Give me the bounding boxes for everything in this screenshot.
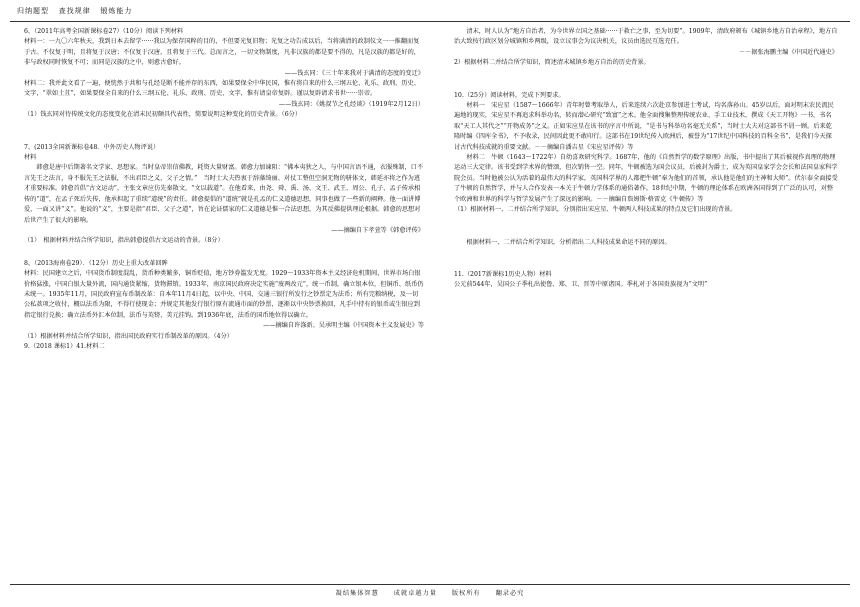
paragraph: 材料一：一九〇六年秋天，我到日本去留学······我以为保存国粹的目的，不但要光复旧物；光复之功告成以后，当将满清的政制仪文一一推翻而复于古。不仅复于明，且将复于汉唐；不仅复于汉唐，且将复于三代。总而言之，一切文物制度，凡非汉族的都是要不得的，凡是汉族的都是好的，非与政权同时恢复不可；而同是汉族的之中，则愈古愈好。: [24, 38, 420, 67]
footer-item: 翻录必究: [495, 590, 525, 597]
paragraph: （1）根据材料并结合所学知识，指出国民政府实行币制改革的原因。（4分）: [24, 332, 233, 340]
paragraph: ——摘编自许涤新、吴承明主编《中国资本主义发展史》等: [263, 322, 424, 330]
page-header: [17, 6, 132, 16]
footer-item: 版权所有: [451, 590, 481, 597]
footer-rule: [10, 584, 850, 585]
paragraph: 8、（2013海南卷29）．（12分）历史上重大改革回眸: [24, 259, 168, 267]
paragraph: ——钱玄同：《姚叔节之孔经谈》（1919年2月12日）: [278, 100, 424, 108]
left-column: [24, 27, 424, 352]
paragraph: 根据材料一、二并结合所学知识，分析指出二人科技成果命运不同的原因。: [466, 238, 671, 246]
paragraph: 材料二 牛顿（1643～1722年）自幼喜欢研究科学。1687年，他的《自然哲学的数学原理》出版，书中提出了其后被视作真理的物理运动三大定律。该书受到学术界的赞颂，但次销售一空。同年，牛顿被选为国会议员，后被封为爵士，成为英国皇家学会会长和法国皇家科学院会员。当时他被公认为活着的最伟大的科学家，英国科学界的人都把牛顿“奉为他们的首领，承认他是他们的主神和大师”。伏尔泰全面接受了牛顿的自然哲学，并与人合作发表一本关于牛顿力学体系的通俗著作。18世纪中期，牛顿的理论体系在欧洲各国得到了广泛的认可，对整个欧洲和世界的科学与哲学发展产生了深远的影响。－－摘编自詹姆斯·格雷克《牛顿传》等: [454, 154, 838, 203]
answer-space: [454, 216, 838, 238]
paragraph: （1）根据材料一、二并结合所学知识，分别指出宋应星、牛顿两人科技成果的特点及它们出现的背景。: [454, 206, 737, 214]
paragraph: 7、(2013全国新课标卷48．中外历史人物评说）: [24, 143, 160, 151]
paragraph: －－据张海鹏主编《中国近代通史》: [739, 48, 838, 56]
paragraph: 材料: [24, 154, 37, 162]
answer-space: [24, 247, 424, 259]
header-rule: [10, 21, 850, 22]
paragraph: 2）根据材料二并结合所学知识，简述清末城镇乡地方自治的历史背景。: [454, 59, 650, 67]
page-footer: [0, 588, 860, 597]
footer-item: 成就卓越力量: [393, 590, 437, 597]
paragraph: （1）钱玄同对待传统文化的态度变化在清末民初颇具代表性，简要说明这种变化的历史背景。（6分）: [24, 111, 302, 119]
paragraph: ——摘编自卞孝萱等《韩愈评传》: [331, 226, 424, 234]
paragraph: （1） 根据材料并结合所学知识，指出韩愈提倡古文运动的背景。（8分）: [24, 237, 224, 245]
paragraph: 6、（2011年高考全国新课标卷27）（10分）阅读下列材料: [24, 28, 184, 35]
paragraph: 10.（25分）阅读材料，完成下列要求。: [454, 91, 565, 99]
header-item: 归纳题型: [17, 7, 49, 15]
paragraph: 9.（2018 课标1）41.材料二: [24, 342, 105, 350]
paragraph: 清末，时人认为“地方自治者，为今世界立国之基础······于救亡之事，至为切要”。1909年，清政府颁布《城镇乡地方自治章程》，地方自治大致按行政区划分城镇和乡两级，设立议事会为议决机关，议员由选民互选充任。: [454, 28, 838, 46]
paragraph: 11.（2017新课标1历史人物）材料: [454, 270, 552, 278]
paragraph: 材料：民国建立之后，中国货币制度混乱，货币种类繁多，铜币贬值，地方钞券滥发无度。1929～1933年资本主义经济危机期间，世界市场白银价格猛涨，中国白银大量外流，国内通货紧缩，货物滞销。1933年，南京国民政府决定实施“废两改元”，统一币制，确立银本位，但铜币、纸币仍未统一。1935年11月，国民政府宣布币制改革：自本年11月4日起，以中央、中国、交通三银行所发行之钞票定为法币；所有完粮纳税，及一切公私款项之收付，概以法币为限，不得行使现金；并规定其他发行银行原有流通市面的钞票，逐渐以中央钞票换回，凡手中持有的银币或生银应到指定银行兑换；确立法币外汇本位制，法币与英镑、美元挂钩。到1936年底，法币的国币地位得以确立。: [24, 270, 424, 319]
paragraph: 材料二：我并此文看了一遍，便恍然于共和与孔经是断不能并存的东西，如果要保全中华民国，惟有将自来的什么三纲五伦、礼乐、政刑、历史、文字，“翠如土苴”，如果要保全自来的什么三纲五伦、礼乐、政刑、历史、文字，惟有请皇帝复辟。谨以复辟请求书世······崇帝。: [24, 80, 420, 98]
answer-space: [454, 248, 838, 270]
paragraph: 材料一 宋应星（1587～1666年）青年时曾考取举人，后来连续六次赴京参加进士考试，均名落孙山。45岁以后，面对明末农民流民遍地的现实，宋应星不再追求科举功名，转而潜心研究“致富”之术。他全面搜集整理传统农业、手工业技术，撰成《天工开物》一书，书名取“天工人其代之”“开物成务”之义。正如宋应星在该书的序言中所说，“是书与科举功名毫无关系”，当时士大夫对这部书不屑一顾。后来乾隆时编《四库全书》，不予收录，民间因此更不敢印行。这部书在19世纪传入欧洲后，被誉为“17世纪中国科技的百科全书”，是我们今天探讨古代科技成就的重要文献。－－摘编自潘吉星《宋应星评传》等: [454, 102, 834, 151]
right-column: [454, 27, 838, 291]
paragraph: 公元前544年，吴国公子季札出使鲁、郑、卫、晋等中原诸国。季札对于各国贵族视为“文明”: [454, 281, 708, 289]
paragraph: 韩愈是唐中后期著名文学家、思想家。当时皇帝崇信佛教，耗资大量财富。韩愈力加谏阻：“佛本夷狄之人，与中国言语不通，衣服殊制，口不言先王之法言，身不服先王之法服，不出君臣之义，父子之情。” 当时士大夫热衷于辞藻绮丽、对仗工整但空洞无物的骈体文，韩延亦将之作为逃才重要标准。韩愈首倡“古文运动”，主张文章应仿先秦散文，“文以载道”。在他看来，由尧、舜、禹、汤、文王、武王、周公、孔子、孟子传承相传的“道”，在孟子死后失传，他承担起了重续“道统”的责任。韩愈提倡的“道统”就是孔孟的仁义道德思想，同事也做了一些新的阐释。他一面讲博爱，一面又讲“义”。他说的“义”，主要是指“君臣、父子之道”，旨在论证儒家的仁义道德是惟一合法思想，为其反佛提供理论根据。韩愈的思想对后世产生了很大的影响。: [24, 164, 424, 224]
answer-space: [454, 69, 838, 91]
paragraph: ——钱玄同：《三十年来我对于满清的态度的变迁》: [284, 69, 424, 77]
header-item: 查找规律: [58, 7, 91, 15]
footer-item: 凝结集体智慧: [335, 590, 379, 597]
answer-space: [24, 121, 424, 143]
header-item: 锻炼能力: [100, 7, 133, 15]
